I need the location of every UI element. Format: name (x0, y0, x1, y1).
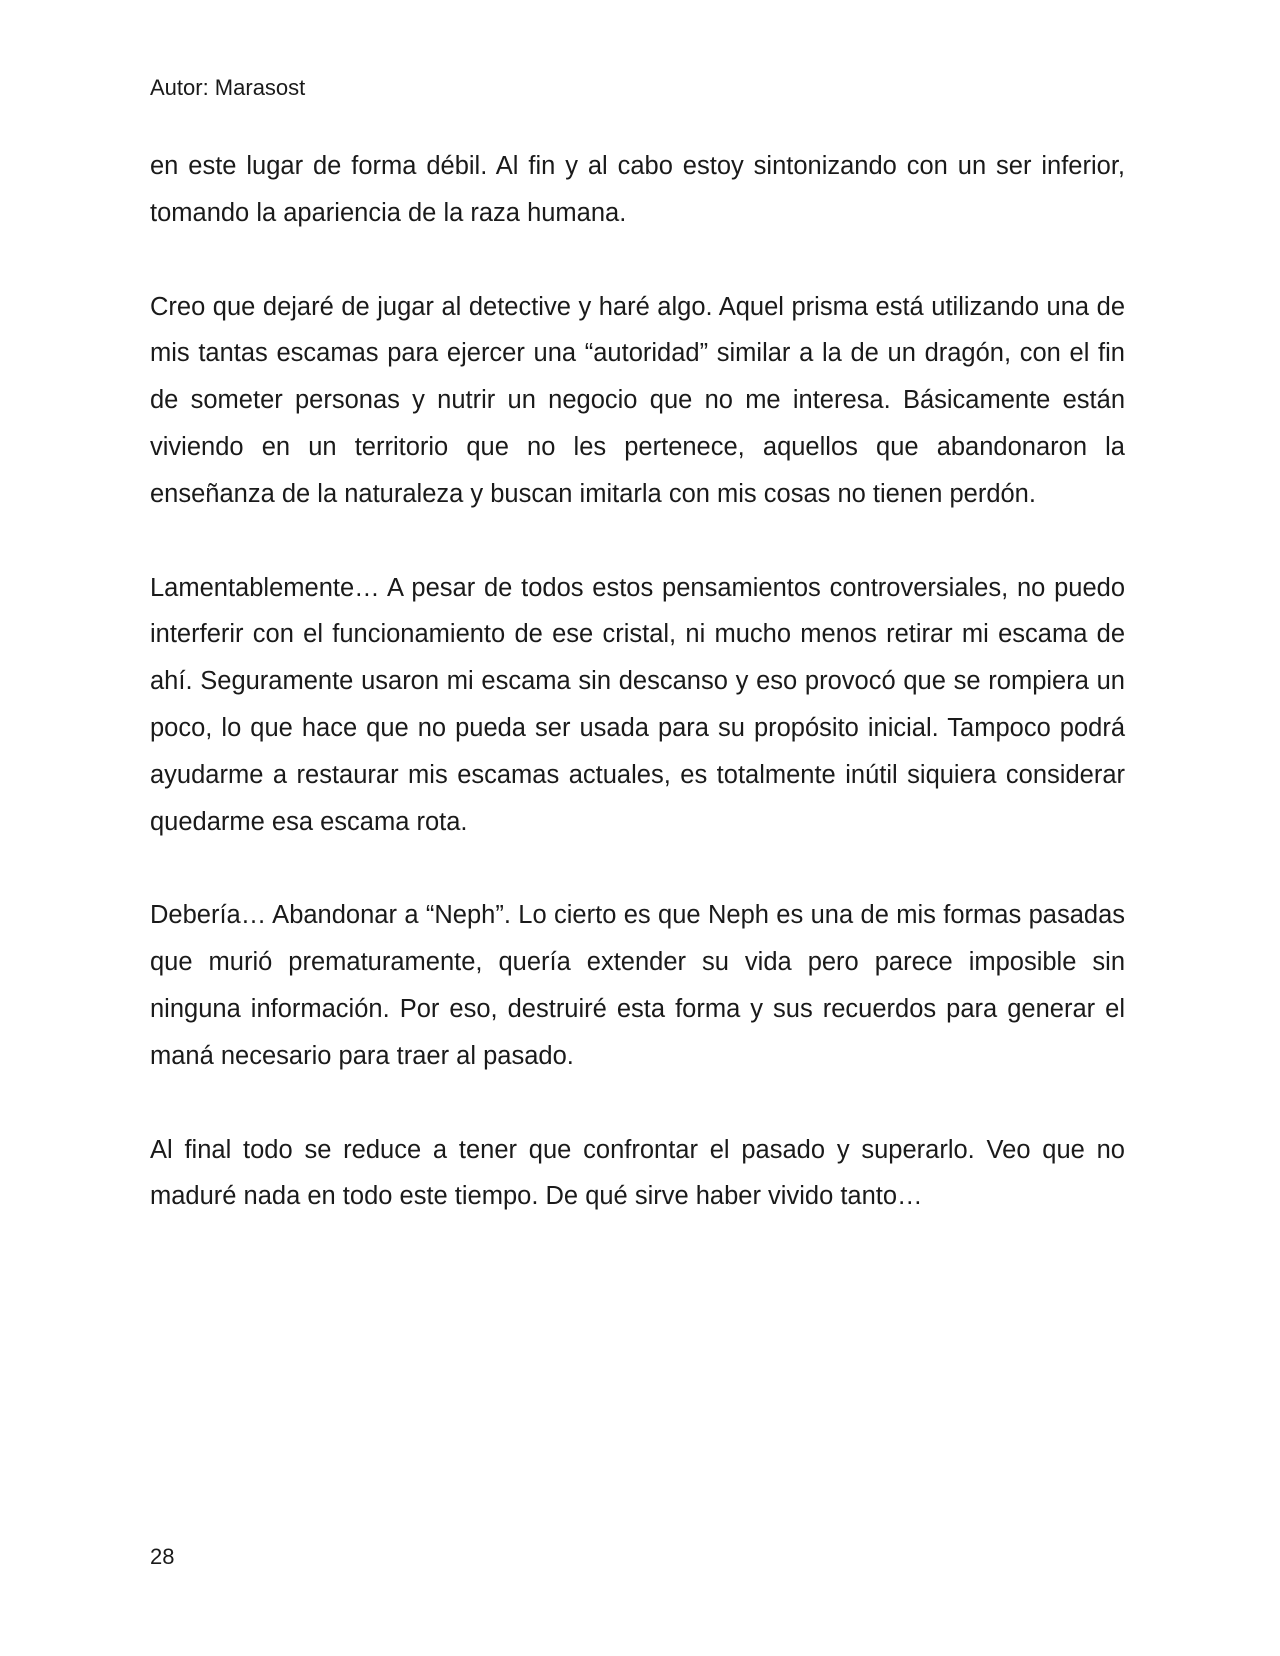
page-number: 28 (150, 1544, 175, 1569)
paragraph-1: en este lugar de forma débil. Al fin y al cabo estoy sintonizando con un ser inferior, tomando la apariencia de la raza humana. (150, 152, 1125, 227)
paragraph-4: Debería… Abandonar a “Neph”. Lo cierto es que Neph es una de mis formas pasadas que murió prematuramente, quería extender su vida pero parece imposible sin ninguna información. Por eso, destruiré esta forma y sus recuerdos para generar el maná necesario para traer al pasado. (150, 901, 1125, 1070)
paragraph-5: Al final todo se reduce a tener que confrontar el pasado y superarlo. Veo que no maduré nada en todo este tiempo. De qué sirve haber vivido tanto… (150, 1135, 1125, 1211)
paragraph-3: Lamentablemente… A pesar de todos estos pensamientos controversiales, no puedo interferir con el funcionamiento de ese cristal, ni mucho menos retirar mi escama de ahí. Seguramente usaron mi escama sin descanso y eso provocó que se rompiera un poco, lo que hace que no pueda ser usada para su propósito inicial. Tampoco podrá ayudarme a restaurar mis escamas actuales, es totalmente inútil siquiera considerar quedarme esa escama rota. (150, 573, 1125, 836)
paragraph-2: Creo que dejaré de jugar al detective y haré algo. Aquel prisma está utilizando una de mis tantas escamas para ejercer una “autoridad” similar a la de un dragón, con el fin de someter personas y nutrir un negocio que no me interesa. Básicamente están viviendo en un territorio que no les pertenece, aquellos que abandonaron la enseñanza de la naturaleza y buscan imitarla con mis cosas no tienen perdón. (150, 292, 1125, 508)
body-text (150, 143, 1125, 1267)
author-header: Autor: Marasost (150, 75, 306, 100)
